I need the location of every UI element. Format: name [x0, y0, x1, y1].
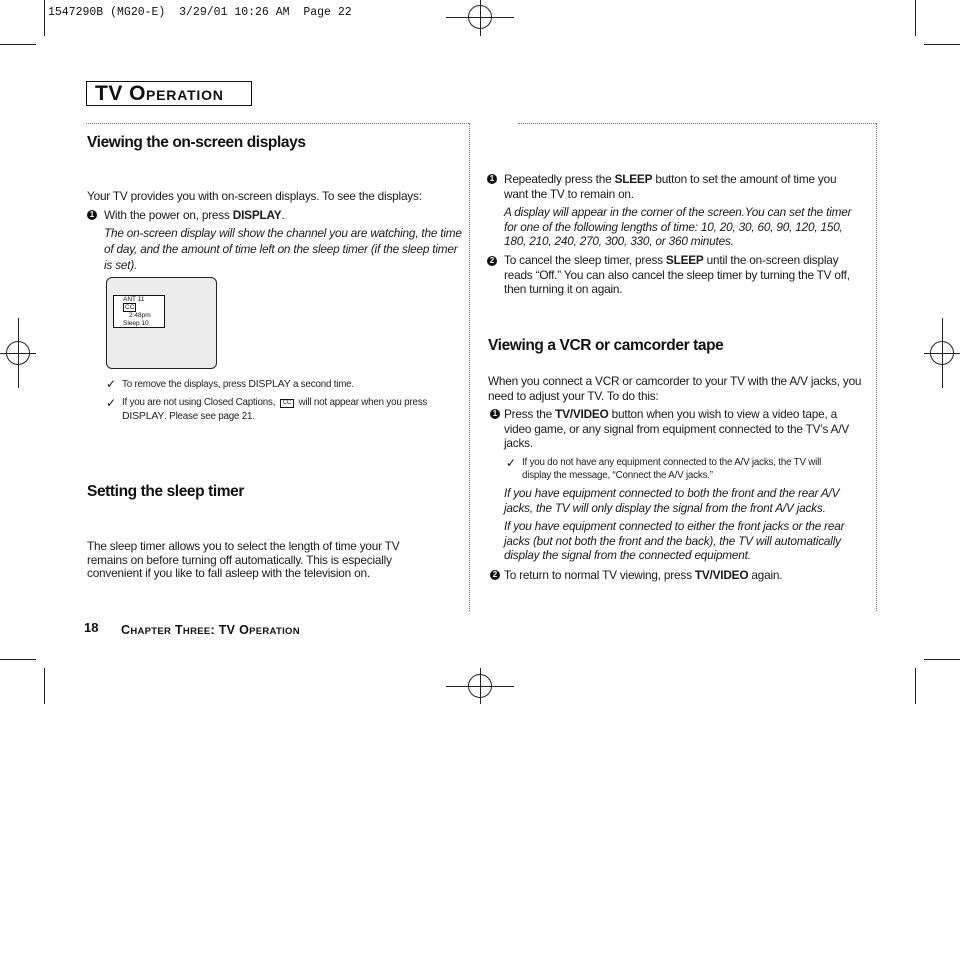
crop-mark	[924, 659, 960, 660]
crop-mark	[0, 659, 36, 660]
sleep-step-1-note: A display will appear in the corner of the screen.You can set the timer for one of the following lengths of time: 10, 20, 30, 60, 90, 120, 150, 180, 210, 240, 270, 300, 330, or 360 minutes.	[504, 205, 852, 248]
crop-mark	[0, 44, 36, 45]
step-number-1: 1	[87, 210, 97, 220]
osd-sleep: Sleep 10	[123, 320, 149, 327]
column-rule-left	[86, 123, 469, 124]
step-number-1: 1	[487, 174, 497, 184]
column-rule-right-vertical	[876, 123, 877, 611]
step-number-1: 1	[490, 409, 500, 419]
osd-time: 2:48pm	[129, 312, 151, 319]
check-icon: ✓	[506, 456, 517, 470]
tv-video-key: TV/VIDEO	[694, 568, 749, 582]
sleep-step-2: To cancel the sleep timer, press SLEEP until the on-screen display reads “Off.” You can also cancel the sleep timer by turning the TV off, then turning it on again.	[504, 253, 850, 296]
section-title	[86, 81, 252, 106]
tip-remove-displays: To remove the displays, press DISPLAY a second time.	[122, 378, 354, 390]
crop-mark	[44, 668, 45, 704]
vcr-step-1: Press the TV/VIDEO button when you wish to view a video tape, a video game, or any signal from equipment connected to the TV’s A/V jacks.	[504, 407, 850, 450]
osd-cc: CC	[125, 304, 135, 311]
step-1-note: The on-screen display will show the channel you are watching, the time of day, and the amount of time left on the sleep timer (if the sleep timer is set).	[104, 226, 462, 272]
column-rule-left-vertical	[469, 123, 470, 611]
heading-sleep-timer: Setting the sleep timer	[87, 483, 245, 500]
on-screen-display-box	[113, 295, 165, 328]
crop-mark	[915, 0, 916, 36]
vcr-intro: When you connect a VCR or camcorder to your TV with the A/V jacks, you need to adjust your TV. To do this:	[488, 374, 862, 403]
vcr-note-front-rear: If you have equipment connected to both the front and the rear A/V jacks, the TV will only display the signal from the front A/V jacks.	[504, 486, 840, 515]
crop-mark	[915, 668, 916, 704]
osd-channel: ANT 11	[123, 296, 145, 303]
intro-paragraph: Your TV provides you with on-screen displays. To see the displays:	[87, 189, 422, 203]
tv-video-key: TV/VIDEO	[555, 407, 609, 421]
tip-closed-captions: If you are not using Closed Captions, CC will not appear when you press DISPLAY. Please see page 21.	[122, 397, 428, 422]
sleep-key: SLEEP	[665, 253, 704, 267]
heading-on-screen-displays: Viewing the on-screen displays	[87, 134, 306, 151]
page-number: 18	[84, 620, 99, 635]
chapter-footer: CHAPTER THREE: TV OPERATION	[121, 623, 300, 637]
vcr-step-2: To return to normal TV viewing, press TV/VIDEO again.	[504, 568, 783, 582]
step-1-text: With the power on, press DISPLAY.	[104, 208, 285, 222]
crop-mark	[924, 44, 960, 45]
sleep-step-1: Repeatedly press the SLEEP button to set the amount of time you want the TV to remain on.	[504, 172, 837, 201]
print-slug: 1547290B (MG20-E) 3/29/01 10:26 AM Page 22	[48, 6, 352, 19]
crop-mark	[44, 0, 45, 36]
vcr-note-either: If you have equipment connected to either the front jacks or the rear jacks (but not both the front and the back), the TV will automatically display the signal from the connected equipment.	[504, 519, 845, 562]
vcr-tip: If you do not have any equipment connected to the A/V jacks, the TV will display the message, “Connect the A/V jacks.”	[522, 457, 822, 481]
sleep-timer-paragraph: The sleep timer allows you to select the length of time your TV remains on before turning off automatically. This is especially convenient if you like to fall asleep with the television on.	[87, 539, 400, 580]
heading-vcr-camcorder: Viewing a VCR or camcorder tape	[488, 337, 724, 354]
check-icon: ✓	[106, 377, 117, 391]
sleep-key: SLEEP	[614, 172, 653, 186]
section-title-rest: PERATION	[146, 87, 224, 103]
check-icon: ✓	[106, 396, 117, 410]
cc-icon: CC	[280, 399, 294, 408]
column-rule-right	[518, 123, 876, 124]
step-number-2: 2	[490, 570, 500, 580]
step-number-2: 2	[487, 256, 497, 266]
display-key: DISPLAY	[232, 208, 282, 222]
section-title-initial: TV O	[95, 82, 147, 105]
